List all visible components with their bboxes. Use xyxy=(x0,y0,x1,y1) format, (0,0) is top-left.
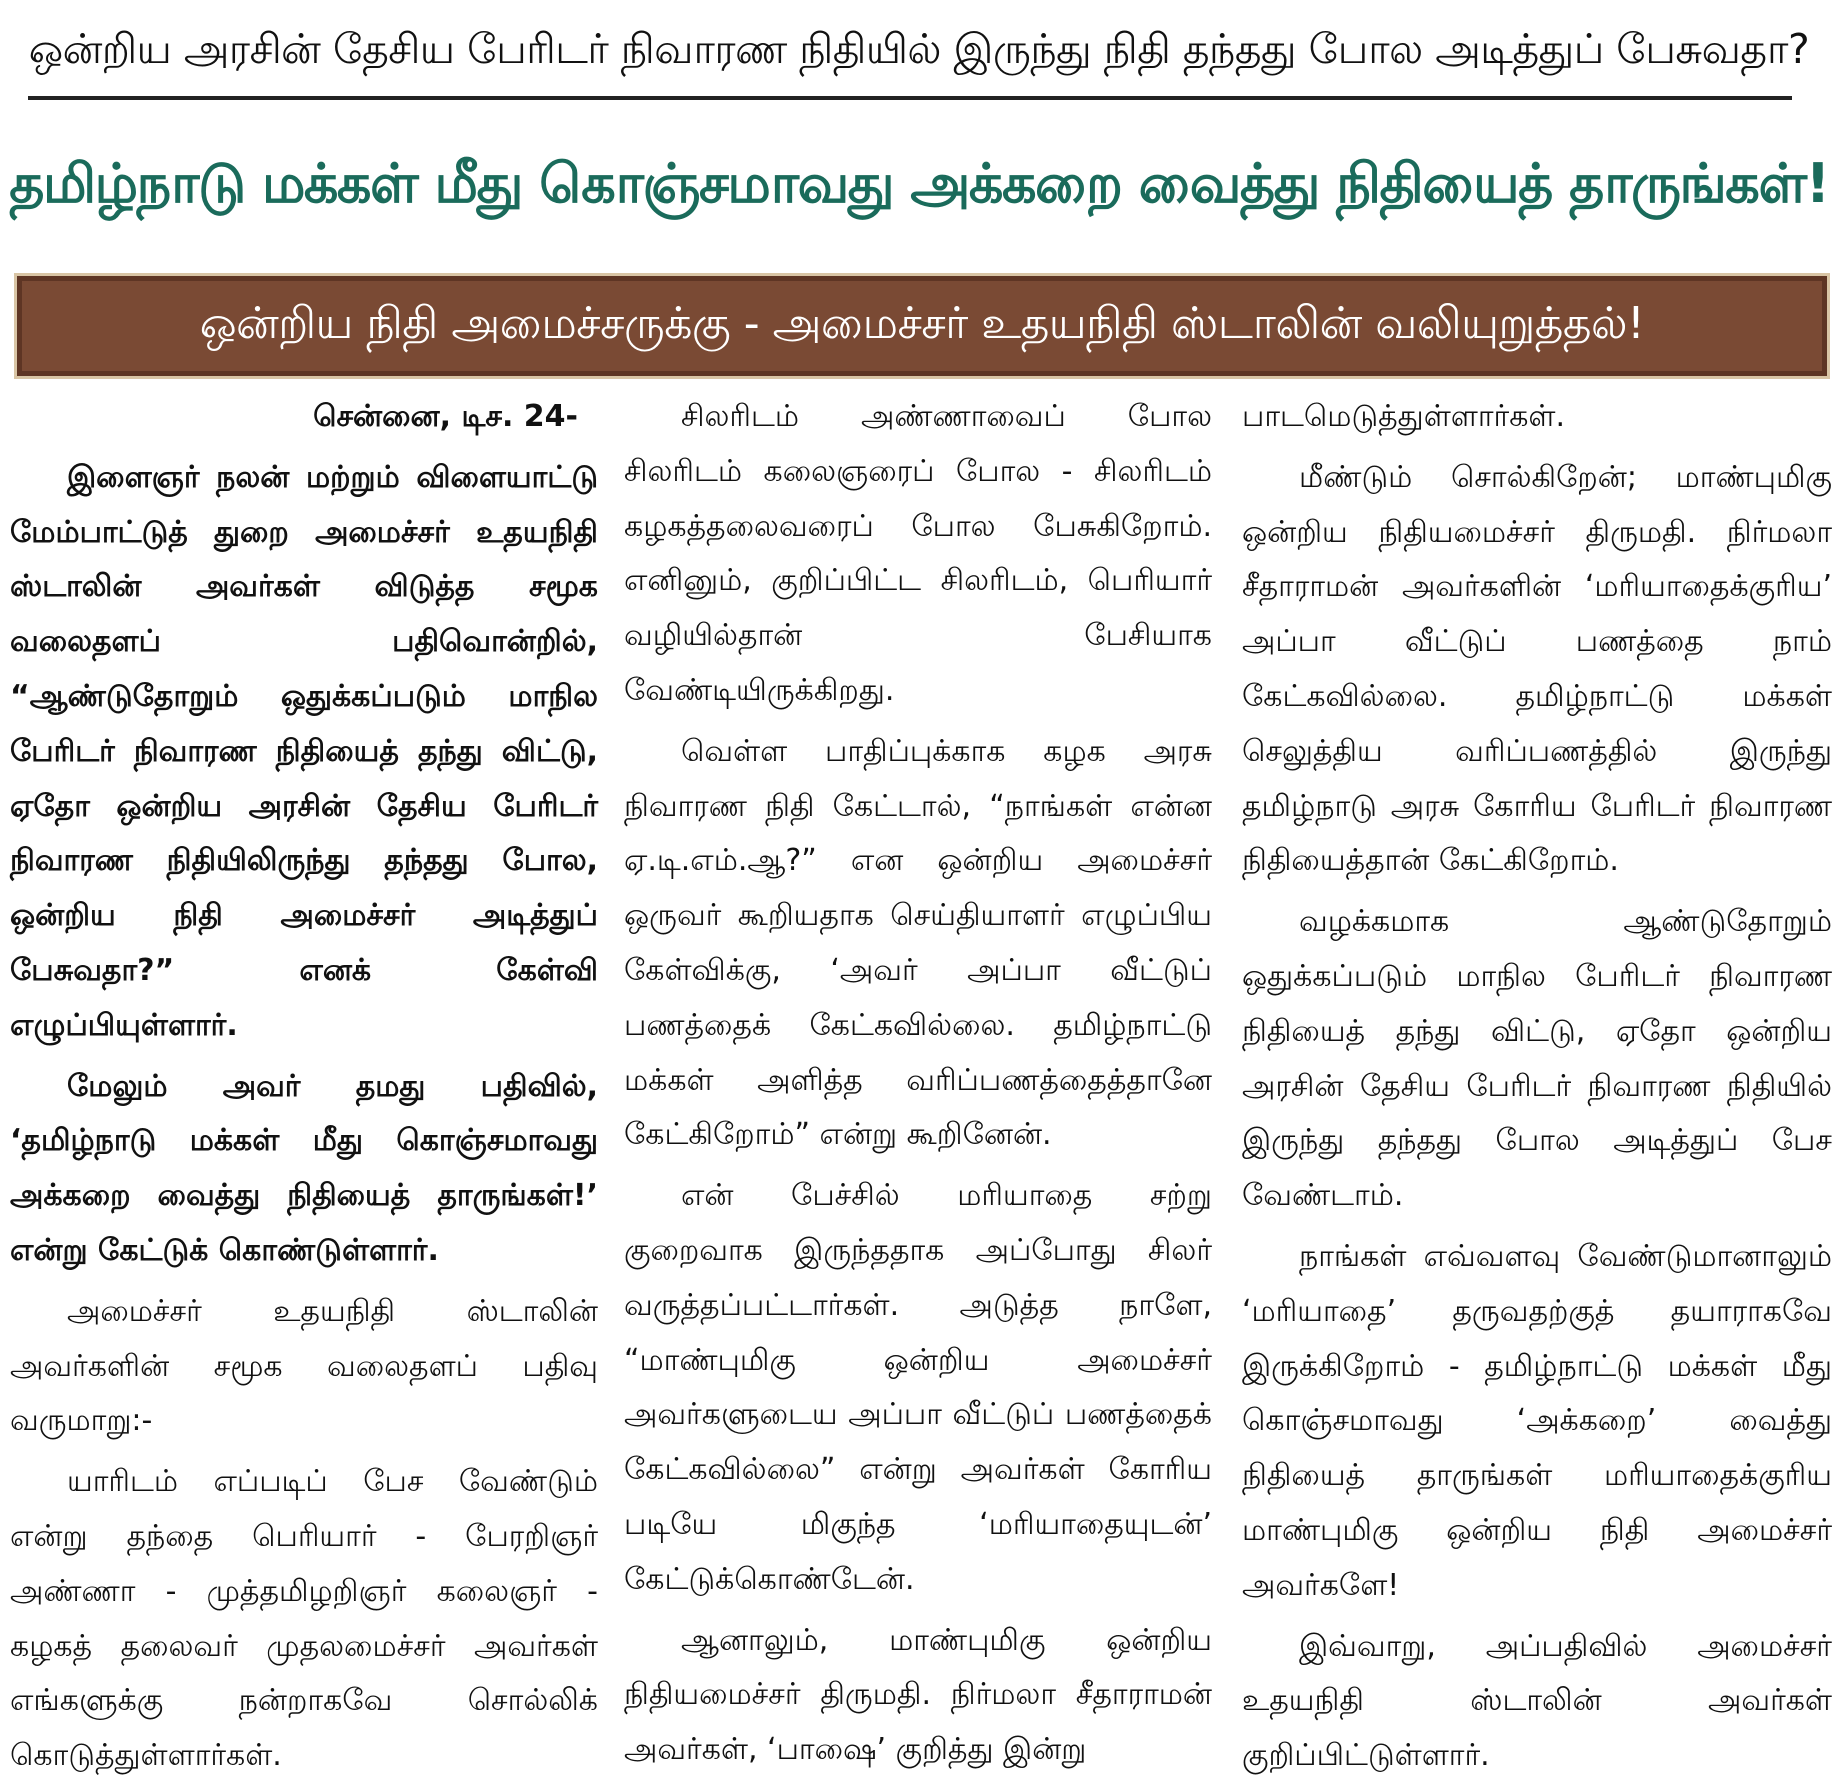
paragraph: நாங்கள் எவ்வளவு வேண்டுமானாலும் ‘மரியாதை’ தருவதற்குத் தயாராகவே இருக்கிறோம் - தமிழ்நாட்டு மக்கள் மீது கொஞ்சமாவது ‘அக்கறை’ வைத்து நிதியைத் தாருங்கள் மரியாதைக்குரிய மாண்புமிகு ஒன்றிய நிதி அமைச்சர் அவர்களே! xyxy=(1242,1238,1832,1603)
paragraph: மேலும் அவர் தமது பதிவில், ‘தமிழ்நாடு மக்கள் மீது கொஞ்சமாவது அக்கறை வைத்து நிதியைத் தாருங்கள்!’ என்று கேட்டுக் கொண்டுள்ளார். xyxy=(10,1068,598,1268)
paragraph: அமைச்சர் உதயநிதி ஸ்டாலின் அவர்களின் சமூக வலைதளப் பதிவு வருமாறு:- xyxy=(10,1293,598,1439)
sub-headline-text: ஒன்றிய நிதி அமைச்சருக்கு - அமைச்சர் உதயநிதி ஸ்டாலின் வலியுறுத்தல்! xyxy=(199,297,1645,349)
kicker-headline: ஒன்றிய அரசின் தேசிய பேரிடர் நிவாரண நிதியில் இருந்து நிதி தந்தது போல அடித்துப் பேசுவதா? xyxy=(28,25,1810,74)
sub-headline-banner xyxy=(14,273,1830,379)
main-headline: தமிழ்நாடு மக்கள் மீது கொஞ்சமாவது அக்கறை வைத்து நிதியைத் தாருங்கள்! xyxy=(9,151,1829,215)
paragraph: யாரிடம் எப்படிப் பேச வேண்டும் என்று தந்தை பெரியார் - பேரறிஞர் அண்ணா - முத்தமிழறிஞர் கலைஞர் - கழகத் தலைவர் முதலமைச்சர் அவர்கள் எங்களுக்கு நன்றாகவே சொல்லிக் கொடுத்துள்ளார்கள். xyxy=(10,1464,598,1774)
paragraph: பாடமெடுத்துள்ளார்கள். xyxy=(1242,399,1565,434)
article-column-1 xyxy=(10,390,598,1774)
paragraph: வழக்கமாக ஆண்டுதோறும் ஒதுக்கப்படும் மாநில பேரிடர் நிவாரண நிதியைத் தந்து விட்டு, ஏதோ ஒன்றிய அரசின் தேசிய பேரிடர் நிவாரண நிதியில் இருந்து தந்தது போல அடித்துப் பேச வேண்டாம். xyxy=(1242,904,1832,1214)
paragraph: மீண்டும் சொல்கிறேன்; மாண்புமிகு ஒன்றிய நிதியமைச்சர் திருமதி. நிர்மலா சீதாராமன் அவர்களின் ‘மரியாதைக்குரிய’ அப்பா வீட்டுப் பணத்தை நாம் கேட்கவில்லை. தமிழ்நாட்டு மக்கள் செலுத்திய வரிப்பணத்தில் இருந்து தமிழ்நாடு அரசு கோரிய பேரிடர் நிவாரண நிதியைத்தான் கேட்கிறோம். xyxy=(1242,459,1832,879)
paragraph: சிலரிடம் அண்ணாவைப் போல சிலரிடம் கலைஞரைப் போல - சிலரிடம் கழகத்தலைவரைப் போல பேசுகிறோம். எனினும், குறிப்பிட்ட சிலரிடம், பெரியார் வழியில்தான் பேசியாக வேண்டியிருக்கிறது. xyxy=(624,399,1212,708)
paragraph: இளைஞர் நலன் மற்றும் விளையாட்டு மேம்பாட்டுத் துறை அமைச்சர் உதயநிதி ஸ்டாலின் அவர்கள் விடுத்த சமூக வலைதளப் பதிவொன்றில், “ஆண்டுதோறும் ஒதுக்கப்படும் மாநில பேரிடர் நிவாரண நிதியைத் தந்து விட்டு, ஏதோ ஒன்றிய அரசின் தேசிய பேரிடர் நிவாரண நிதியிலிருந்து தந்தது போல, ஒன்றிய நிதி அமைச்சர் அடித்துப் பேசுவதா?” எனக் கேள்வி எழுப்பியுள்ளார். xyxy=(10,459,598,1043)
paragraph: வெள்ள பாதிப்புக்காக கழக அரசு நிவாரண நிதி கேட்டால், “நாங்கள் என்ன ஏ.டி.எம்.ஆ?” என ஒன்றிய அமைச்சர் ஒருவர் கூறியதாக செய்தியாளர் எழுப்பிய கேள்விக்கு, ‘அவர் அப்பா வீட்டுப் பணத்தைக் கேட்கவில்லை. தமிழ்நாட்டு மக்கள் அளித்த வரிப்பணத்தைத்தானே கேட்கிறோம்” என்று கூறினேன். xyxy=(624,733,1212,1153)
article-column-2 xyxy=(624,390,1212,1768)
kicker-rule xyxy=(28,96,1792,100)
paragraph: ஆனாலும், மாண்புமிகு ஒன்றிய நிதியமைச்சர் திருமதி. நிர்மலா சீதாராமன் அவர்கள், ‘பாஷை’ குறித்து இன்று xyxy=(624,1622,1212,1768)
article-column-3 xyxy=(1242,390,1832,1774)
paragraph: என் பேச்சில் மரியாதை சற்று குறைவாக இருந்ததாக அப்போது சிலர் வருத்தப்பட்டார்கள். அடுத்த நாளே, “மாண்புமிகு ஒன்றிய அமைச்சர் அவர்களுடைய அப்பா வீட்டுப் பணத்தைக் கேட்கவில்லை” என்று அவர்கள் கோரிய படியே மிகுந்த ‘மரியாதையுடன்’ கேட்டுக்கொண்டேன். xyxy=(624,1178,1212,1597)
paragraph: இவ்வாறு, அப்பதிவில் அமைச்சர் உதயநிதி ஸ்டாலின் அவர்கள் குறிப்பிட்டுள்ளார். xyxy=(1242,1628,1832,1774)
dateline: சென்னை, டிச. 24- xyxy=(313,399,578,434)
